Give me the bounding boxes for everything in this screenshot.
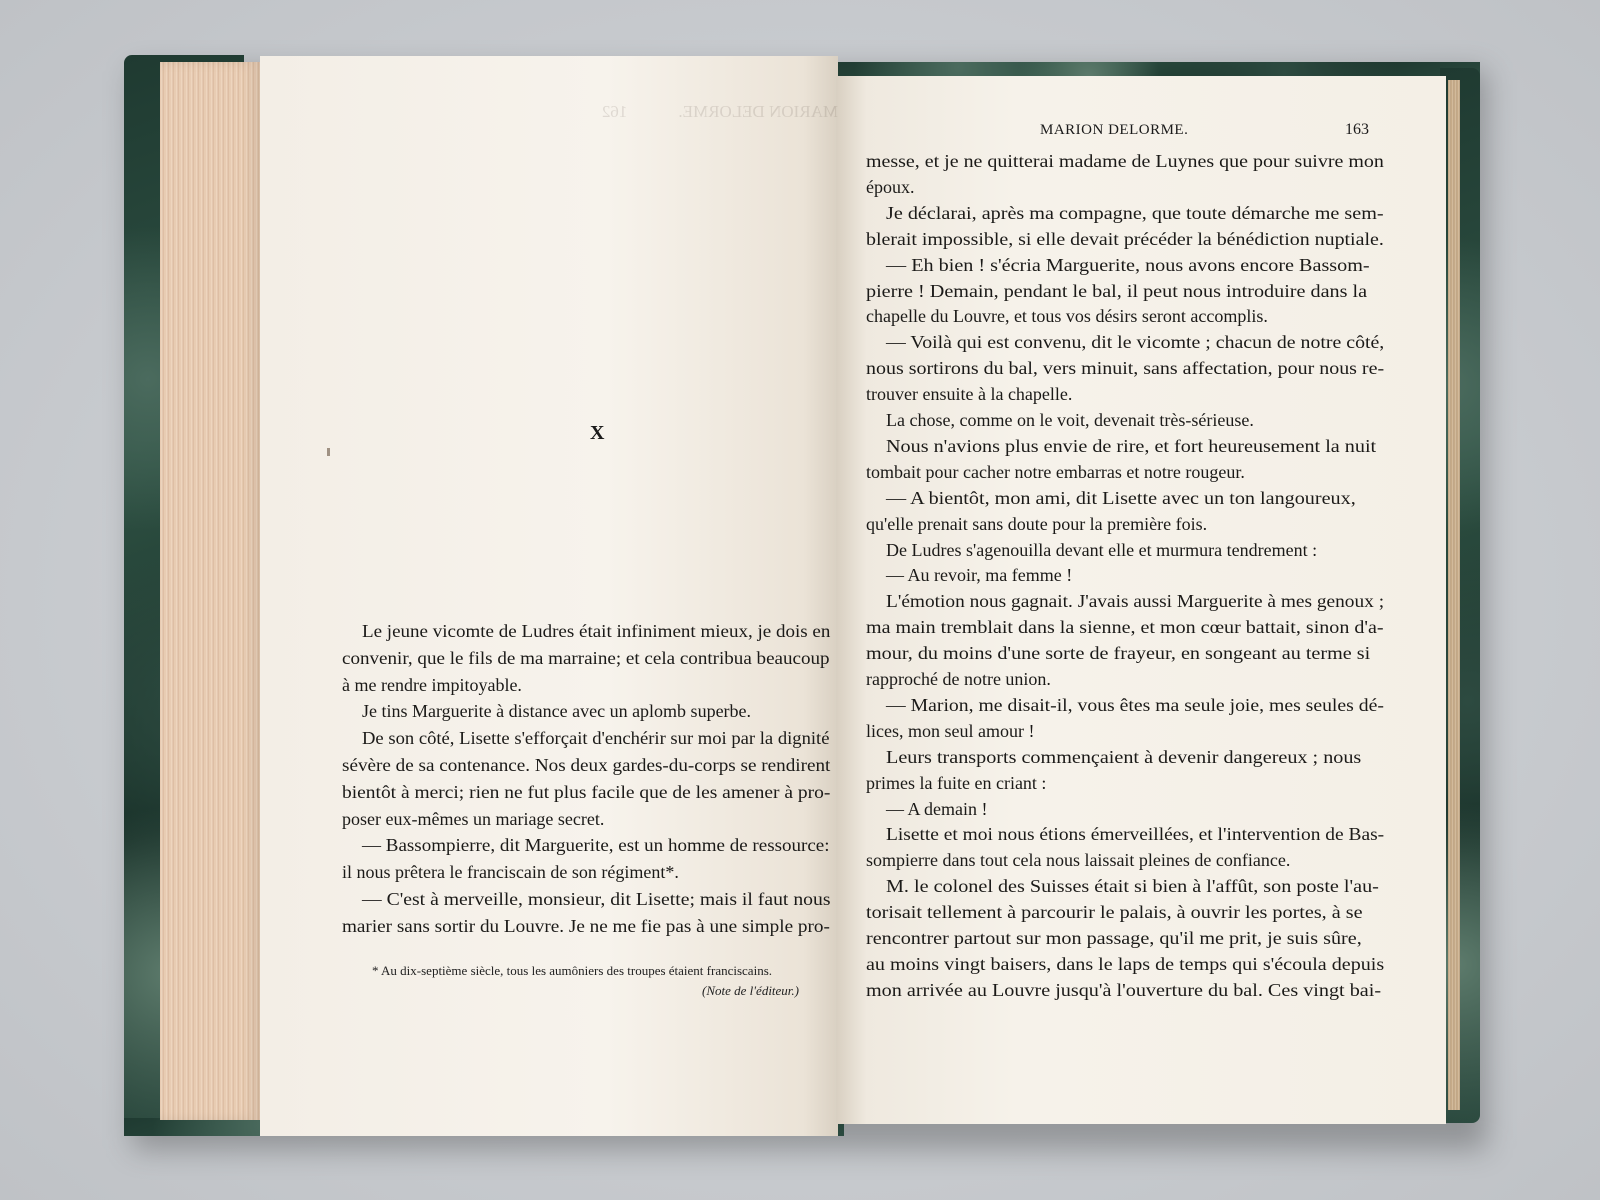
right-text-line: mour, du moins d'une sorte de frayeur, en songeant au terme si [866, 643, 1371, 664]
right-text-line: Nous n'avions plus envie de rire, et fort heureusement la nuit [886, 435, 1377, 456]
page-edges-right [1448, 80, 1460, 1110]
right-text-line: ma main tremblait dans la sienne, et mon cœur battait, sinon d'a- [866, 617, 1384, 638]
right-text-line: messe, et je ne quitterai madame de Luynes que pour suivre mon [866, 151, 1384, 171]
right-text-line: lices, mon seul amour ! [866, 720, 1035, 741]
right-text-line: blerait impossible, si elle devait précéder la bénédiction nuptiale. [866, 228, 1384, 249]
right-text-line: primes la fuite en criant : [866, 772, 1047, 793]
right-text-line: De Ludres s'agenouilla devant elle et murmura tendrement : [886, 539, 1318, 560]
left-text-line: marier sans sortir du Louvre. Je ne me fie pas à une simple pro- [342, 915, 830, 936]
left-text-line: bientôt à merci; rien ne fut plus facile que de les amener à pro- [342, 781, 831, 802]
left-text-line: poser eux-mêmes un mariage secret. [342, 808, 605, 829]
right-text-line: Lisette et moi nous étions émerveillées, et l'intervention de Bas- [886, 824, 1385, 845]
right-text-line: M. le colonel des Suisses était si bien à l'affût, son poste l'au- [886, 876, 1379, 897]
footnote: * Au dix-septième siècle, tous les aumôniers des troupes étaient franciscains. [372, 963, 772, 978]
page-edges-left [160, 62, 260, 1120]
right-text-line: Je déclarai, après ma compagne, que toute démarche me sem- [886, 202, 1384, 223]
right-text-line: rapproché de notre union. [866, 669, 1051, 689]
right-text-line: — Marion, me disait-il, vous êtes ma seule joie, mes seules dé- [886, 694, 1384, 715]
right-text-line: pierre ! Demain, pendant le bal, il peut nous introduire dans la [866, 280, 1368, 301]
right-text-line: trouver ensuite à la chapelle. [866, 384, 1073, 405]
right-text-line: nous sortirons du bal, vers minuit, sans affectation, pour nous re- [866, 358, 1385, 379]
right-text-line: — Au revoir, ma femme ! [886, 565, 1073, 586]
footnote-credit: (Note de l'éditeur.) [702, 983, 800, 998]
left-text-line: De son côté, Lisette s'efforçait d'enchérir sur moi par la dignité [362, 728, 830, 749]
left-text-line: — Bassompierre, dit Marguerite, est un homme de ressource: [362, 835, 830, 856]
left-text-line: sévère de sa contenance. Nos deux gardes-du-corps se rendirent [342, 755, 831, 775]
right-text-line: époux. [866, 176, 915, 197]
right-text-line: tombait pour cacher notre embarras et notre rougeur. [866, 461, 1245, 482]
right-text-line: La chose, comme on le voit, devenait très-sérieuse. [886, 410, 1254, 430]
right-text-line: qu'elle prenait sans doute pour la première fois. [866, 513, 1208, 534]
right-text-line: mon arrivée au Louvre jusqu'à l'ouverture du bal. Ces vingt bai- [866, 979, 1382, 1000]
right-text-line: — Voilà qui est convenu, dit le vicomte ; chacun de notre côté, [886, 332, 1385, 353]
left-text-line: — C'est à merveille, monsieur, dit Lisette; mais il faut nous [362, 889, 831, 909]
right-text-line: L'émotion nous gagnait. J'avais aussi Marguerite à mes genoux ; [886, 591, 1385, 612]
left-text-line: convenir, que le fils de ma marraine; et cela contribua beaucoup [342, 647, 830, 668]
right-text-line: chapelle du Louvre, et tous vos désirs seront accomplis. [866, 306, 1268, 327]
running-head: MARION DELORME. [1040, 122, 1189, 138]
right-text-line: — Eh bien ! s'écria Marguerite, nous avons encore Bassom- [886, 254, 1370, 275]
right-text-line: — A bientôt, mon ami, dit Lisette avec un ton langoureux, [886, 487, 1356, 508]
left-text-line: il nous prêtera le franciscain de son régiment*. [342, 862, 679, 883]
page-number: 163 [1345, 121, 1369, 138]
left-text-line: à me rendre impitoyable. [342, 674, 522, 695]
right-text-line: torisait tellement à parcourir le palais, à ouvrir les portes, à se [866, 902, 1363, 923]
right-text-line: sompierre dans tout cela nous laissait pleines de confiance. [866, 850, 1291, 871]
right-text-line: au moins vingt baisers, dans le laps de temps qui s'écoula depuis [866, 953, 1385, 974]
right-text-line: Leurs transports commençaient à devenir dangereux ; nous [886, 746, 1362, 767]
right-text-line: rencontrer partout sur mon passage, qu'il me prit, je suis sûre, [866, 928, 1362, 948]
left-text-line: Je tins Marguerite à distance avec un aplomb superbe. [362, 701, 752, 722]
book-cover-right [1440, 68, 1480, 1123]
right-text-line: — A demain ! [886, 798, 988, 819]
left-text-line: Le jeune vicomte de Ludres était infiniment mieux, je dois en [362, 621, 831, 641]
ink-speck [327, 448, 330, 456]
chapter-number: X [590, 422, 605, 444]
